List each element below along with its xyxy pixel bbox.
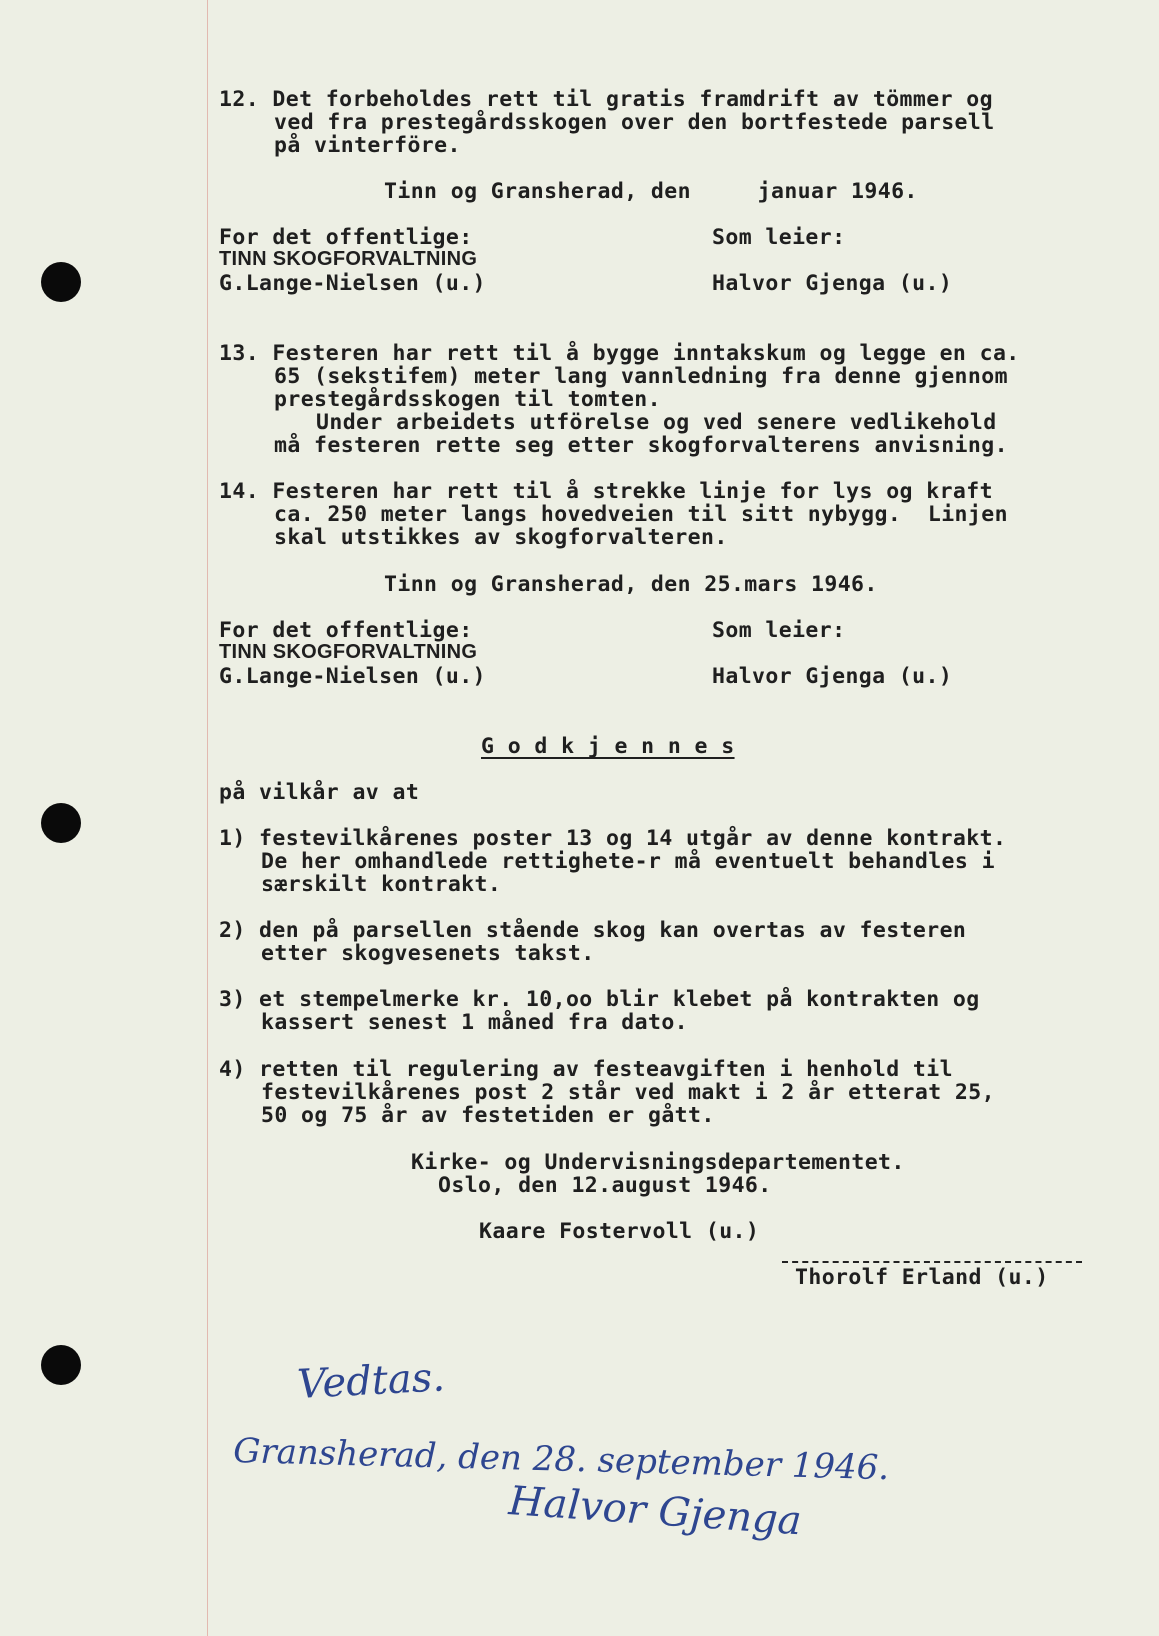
condition-line: 1) festevilkårenes poster 13 og 14 utgår av denne kontrakt.: [219, 826, 1007, 851]
section12-line: ved fra prestegårdsskogen over den bortfestede parsell: [274, 110, 995, 135]
approval-signer: Thorolf Erland (u.): [795, 1265, 1049, 1290]
condition-line: 2) den på parsellen stående skog kan overtas av festeren: [219, 918, 967, 943]
section13-line: 65 (sekstifem) meter lang vannledning fra denne gjennom: [274, 364, 1008, 389]
condition-line: 50 og 75 år av festetiden er gått.: [261, 1103, 715, 1128]
section13-line: må festeren rette seg etter skogforvalterens anvisning.: [274, 433, 1008, 458]
handwritten-line: Gransherad, den 28. september 1946.: [232, 1431, 890, 1489]
tenant-label: Som leier:: [712, 225, 846, 250]
public-signer: G.Lange-Nielsen (u.): [219, 271, 486, 296]
approval-heading: G o d k j e n n e s: [481, 734, 735, 759]
section14-line: ca. 250 meter langs hovedveien til sitt nybygg. Linjen: [274, 502, 1008, 527]
public-signer: G.Lange-Nielsen (u.): [219, 664, 486, 689]
handwritten-signature: Halvor Gjenga: [507, 1478, 804, 1545]
section14-line: 14. Festeren har rett til å strekke linje for lys og kraft: [219, 479, 993, 504]
tenant-signer: Halvor Gjenga (u.): [712, 664, 953, 689]
section13-line: prestegårdsskogen til tomten.: [274, 387, 661, 412]
place-date: Tinn og Gransherad, den 25.mars 1946.: [384, 572, 878, 597]
public-stamp: TINN SKOGFORVALTNING: [219, 641, 478, 663]
condition-line: særskilt kontrakt.: [261, 872, 502, 897]
approval-intro: på vilkår av at: [219, 780, 420, 805]
public-stamp: TINN SKOGFORVALTNING: [219, 248, 478, 270]
condition-line: 3) et stempelmerke kr. 10,oo blir klebet på kontrakten og: [219, 987, 980, 1012]
handwritten-line: Vedtas.: [296, 1354, 446, 1408]
section12-line: på vinterföre.: [274, 133, 461, 158]
public-label: For det offentlige:: [219, 618, 473, 643]
tenant-signer: Halvor Gjenga (u.): [712, 271, 953, 296]
approval-place-date: Oslo, den 12.august 1946.: [438, 1173, 772, 1198]
place-date: Tinn og Gransherad, den januar 1946.: [384, 179, 918, 204]
section12-line: 12. Det forbeholdes rett til gratis framdrift av tömmer og: [219, 87, 993, 112]
condition-line: etter skogvesenets takst.: [261, 941, 595, 966]
condition-line: festevilkårenes post 2 står ved makt i 2 år etterat 25,: [261, 1080, 995, 1105]
department: Kirke- og Undervisningsdepartementet.: [411, 1150, 905, 1175]
condition-line: kassert senest 1 måned fra dato.: [261, 1010, 689, 1035]
section13-line: Under arbeidets utförelse og ved senere vedlikehold: [316, 410, 997, 435]
tenant-label: Som leier:: [712, 618, 846, 643]
approval-signer: Kaare Fostervoll (u.): [479, 1219, 760, 1244]
section14-line: skal utstikkes av skogforvalteren.: [274, 525, 728, 550]
public-label: For det offentlige:: [219, 225, 473, 250]
condition-line: De her omhandlede rettighete-r må eventuelt behandles i: [261, 849, 995, 874]
section13-line: 13. Festeren har rett til å bygge inntakskum og legge en ca.: [219, 341, 1020, 366]
condition-line: 4) retten til regulering av festeavgiften i henhold til: [219, 1057, 953, 1082]
